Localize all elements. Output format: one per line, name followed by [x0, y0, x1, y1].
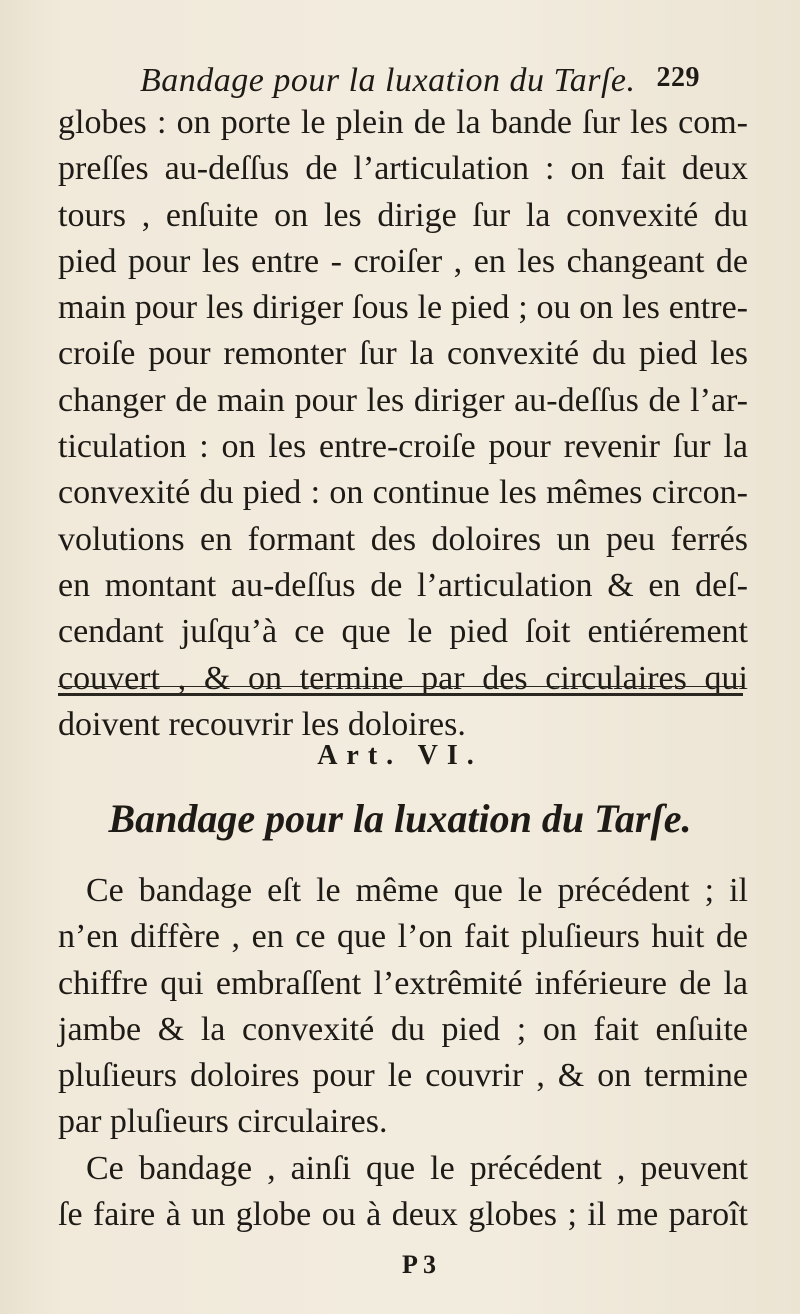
text-line: main pour les diriger ſous le pied ; ou on les entre- [58, 289, 748, 327]
text-line: doivent recouvrir les doloires. [58, 705, 466, 743]
paragraph-body [58, 868, 748, 1238]
text-line: volutions en formant des doloires un peu ferrés [58, 520, 748, 558]
text-line: en montant au-deſſus de l’articulation & en deſ- [58, 566, 748, 604]
text-line: ſe faire à un globe ou à deux globes ; il me paroît [58, 1196, 748, 1234]
text-line: convexité du pied : on continue les mêmes circon- [58, 474, 748, 512]
page-number: 229 [656, 62, 700, 93]
section-title: Bandage pour la luxation du Tarſe. [108, 796, 692, 841]
text-line: croiſe pour remonter ſur la convexité du pied les [58, 335, 748, 373]
paragraph-continued [58, 100, 748, 748]
signature-mark: P 3 [402, 1250, 436, 1279]
running-title: Bandage pour la luxation du Tarſe. [140, 62, 636, 99]
text-line: Ce bandage , ainſi que le précédent , peuvent [86, 1149, 748, 1187]
text-line: pied pour les entre - croiſer , en les changeant de [58, 242, 748, 280]
article-number: Art. VI. [317, 740, 483, 771]
text-line: tours , enſuite on les dirige ſur la convexité du [58, 196, 748, 234]
text-line: preſſes au-deſſus de l’articulation : on fait deux [58, 150, 748, 188]
text-line: Ce bandage eſt le même que le précédent ; il [86, 872, 748, 909]
text-line: couvert , & on termine par des circulaires qui [58, 659, 748, 697]
text-line: chiffre qui embraſſent l’extrêmité inférieure de la [58, 964, 748, 1002]
text-line: ticulation : on les entre-croiſe pour revenir ſur la [58, 428, 748, 466]
section-divider [58, 686, 743, 696]
text-line: jambe & la convexité du pied ; on fait enſuite [58, 1010, 748, 1048]
text-line: n’en diffère , en ce que l’on fait pluſieurs huit de [58, 918, 748, 956]
running-head [140, 62, 700, 100]
text-line: globes : on porte le plein de la bande ſur les com- [58, 104, 748, 141]
text-line: pluſieurs doloires pour le couvrir , & on termine [58, 1057, 748, 1095]
text-line: par pluſieurs circulaires. [58, 1103, 388, 1141]
text-line: changer de main pour les diriger au-deſſus de l’ar- [58, 381, 748, 419]
text-line: cendant juſqu’à ce que le pied ſoit entiérement [58, 613, 748, 651]
